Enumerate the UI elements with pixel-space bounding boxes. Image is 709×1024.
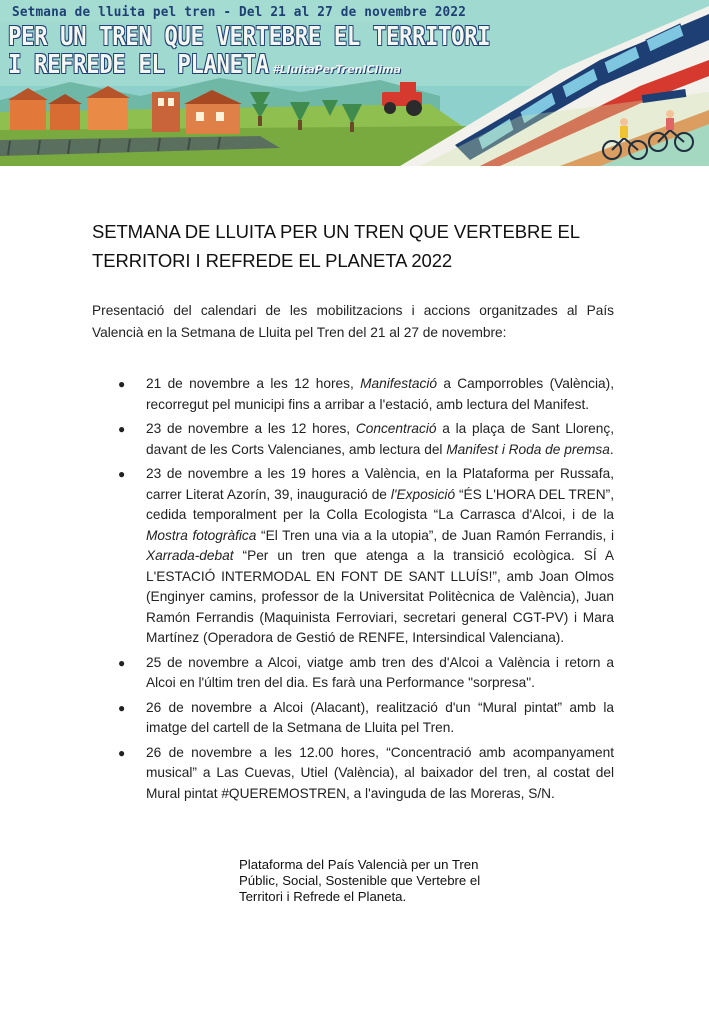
signature-line-1: Plataforma del País Valencià per un Tren	[239, 857, 479, 872]
event-item	[118, 374, 614, 415]
event-text: a la plaça de Sant Llorenç, davant de les Corts Valencianes, amb lectura del	[146, 421, 614, 457]
signature-line-3: Territori i Refrede el Planeta.	[239, 889, 407, 904]
event-emphasis: Manifest i Roda de premsa	[446, 441, 610, 457]
event-emphasis: Xarrada-debat	[146, 548, 234, 563]
banner-title-line-1: PER UN TREN QUE VERTEBRE EL TERRITORI	[8, 22, 491, 52]
event-emphasis: Concentració	[355, 421, 437, 436]
event-list	[118, 374, 614, 808]
bullet-icon: ●	[118, 700, 126, 715]
signature-line-2: Públic, Social, Sostenible que Vertebre el	[239, 873, 481, 888]
event-text: .	[609, 441, 614, 457]
event-text: 23 de novembre a les 19 hores a València, en la Plataforma per Russafa, carrer Literat Azorín, 39, inauguració de	[146, 466, 614, 502]
event-text: 21 de novembre a les 12 hores,	[146, 376, 361, 391]
event-emphasis: Manifestació	[360, 376, 437, 391]
event-text: a Camporrobles (València), recorregut pel municipi fins a arribar a l'estació, amb lectura del Manifest.	[146, 376, 615, 412]
event-text: “ÉS L'HORA DEL TREN”, cedida temporalment per la Colla Ecologista “La Carrasca d'Alcoi, i de la	[146, 486, 614, 522]
banner-hashtag: #LluitaPerTrenIClima	[272, 63, 401, 76]
header-banner	[0, 0, 709, 166]
event-emphasis: l'Exposició	[390, 486, 456, 502]
bullet-icon: ●	[118, 422, 126, 436]
banner-date-line: Setmana de lluita pel tren - Del 21 al 27 de novembre 2022	[12, 4, 467, 20]
event-text: “El Tren una via a la utopia”, de Juan Ramón Ferrandis, i	[256, 527, 614, 543]
event-text: 26 de novembre a les 12.00 hores, “Concentració amb acompanyament musical” a Las Cuevas, Utiel (València), al baixador del tren, al costat del Mural pintat #QUEREMOSTREN, a l'avinguda de las Moreras, S/N.	[146, 744, 614, 801]
event-text: 25 de novembre a Alcoi, viatge amb tren des d'Alcoi a València i retorn a Alcoi en l'últim tren del dia. Es farà una Performance "sorpresa".	[146, 654, 614, 690]
bullet-icon: ●	[118, 467, 126, 481]
event-item	[118, 653, 614, 694]
bullet-icon: ●	[118, 377, 126, 391]
event-emphasis: Mostra fotogràfica	[146, 527, 257, 543]
event-item	[118, 743, 614, 805]
bullet-icon: ●	[118, 655, 126, 670]
event-item	[118, 464, 614, 649]
intro-paragraph: Presentació del calendari de les mobilitzacions i accions organitzades al País Valencià en la Setmana de Lluita pel Tren del 21 al 27 de novembre:	[92, 303, 614, 340]
document-title: SETMANA DE LLUITA PER UN TREN QUE VERTEBRE EL TERRITORI I REFREDE EL PLANETA 2022	[92, 221, 580, 271]
bullet-icon: ●	[118, 745, 126, 760]
event-item	[118, 698, 614, 739]
event-text: 26 de novembre a Alcoi (Alacant), realització d'un “Mural pintat” amb la imatge del cartell de la Setmana de Lluita pel Tren.	[146, 699, 614, 735]
signature-block	[239, 857, 539, 905]
event-text: “Per un tren que atenga a la transició ecològica. SÍ A L'ESTACIÓ INTERMODAL EN FONT DE SANT LLUÍS!”, amb Joan Olmos (Enginyer camins, professor de la Universitat Politècnica de València), Juan Ramón Ferrandis (Maquinista Ferroviari, secretari general CGT-PV) i Mara Martínez (Operadora de Gestió de RENFE, Intersindical Valenciana).	[146, 548, 614, 645]
banner-title-line-2: I REFREDE EL PLANETA	[8, 50, 269, 80]
event-text: 23 de novembre a les 12 hores,	[146, 421, 356, 436]
event-item	[118, 419, 614, 460]
